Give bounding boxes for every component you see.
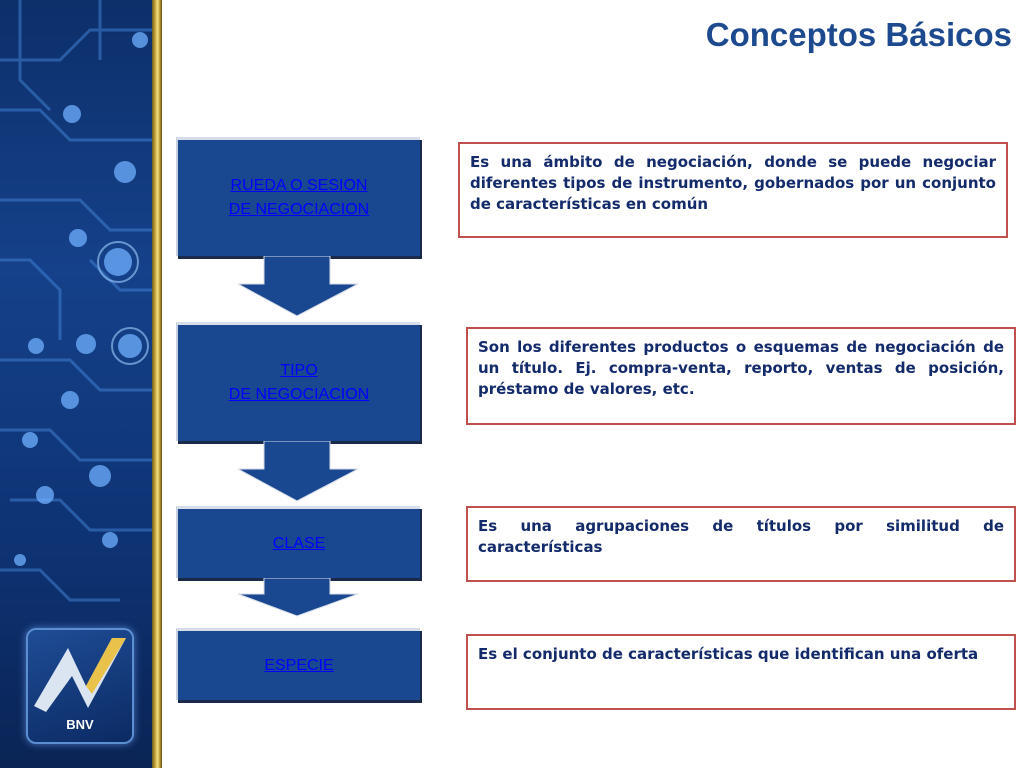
down-arrow-icon <box>236 441 360 503</box>
description-rueda: Es una ámbito de negociación, donde se puede negociar diferentes tipos de instrumento, gobernados por un conjunto de características en común <box>458 142 1008 238</box>
step-box-clase[interactable] <box>176 506 420 578</box>
step-box-tipo[interactable] <box>176 322 420 441</box>
step-label-line: TIPO <box>280 362 318 379</box>
step-label-line: RUEDA O SESION <box>230 177 368 194</box>
step-label-line: DE NEGOCIACION <box>228 386 370 403</box>
step-label-line: CLASE <box>272 534 326 552</box>
logo-text: BNV <box>66 717 94 732</box>
description-clase: Es una agrupaciones de títulos por similitud de características <box>466 506 1016 582</box>
bnv-logo <box>26 628 134 744</box>
decorative-sidebar <box>0 0 152 768</box>
step-label-line: DE NEGOCIACION <box>228 201 370 218</box>
down-arrow-icon <box>236 578 360 618</box>
step-box-especie[interactable] <box>176 628 420 700</box>
step-link-clase[interactable] <box>273 532 325 556</box>
step-label-line: ESPECIE <box>264 656 334 674</box>
page-title: Conceptos Básicos <box>705 16 1012 53</box>
down-arrow-icon <box>236 256 360 318</box>
logo-mark-icon <box>28 630 132 714</box>
description-tipo: Son los diferentes productos o esquemas de negociación de un título. Ej. compra-venta, reporto, ventas de posición, préstamo de valores, etc. <box>466 327 1016 425</box>
description-especie: Es el conjunto de características que identifican una oferta <box>466 634 1016 710</box>
gold-divider <box>152 0 162 768</box>
step-box-rueda[interactable] <box>176 137 420 256</box>
step-link-rueda[interactable] <box>229 174 369 222</box>
step-link-tipo[interactable] <box>229 359 369 407</box>
step-link-especie[interactable] <box>264 654 333 678</box>
